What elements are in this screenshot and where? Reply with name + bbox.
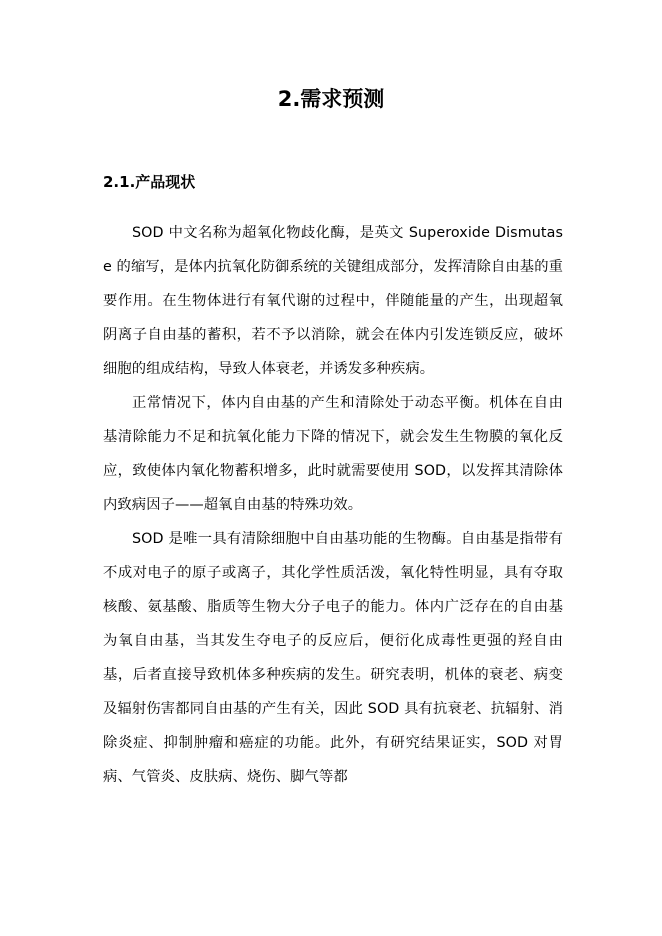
body-text [103,216,563,794]
paragraph-1: SOD 中文名称为超氧化物歧化酶，是英文 Superoxide Dismutase 的缩写，是体内抗氧化防御系统的关键组成部分，发挥清除自由基的重要作用。在生物体进行有氧代谢的过程中，伴随能量的产生，出现超氧阴离子自由基的蓄积，若不予以消除，就会在体内引发连锁反应，破坏细胞的组成结构，导致人体衰老，并诱发多种疾病。 [103,225,563,377]
page-title: 2.需求预测 [277,87,385,111]
section-heading: 2.1.产品现状 [103,173,196,191]
paragraph-3: SOD 是唯一具有清除细胞中自由基功能的生物酶。自由基是指带有不成对电子的原子或离子，其化学性质活泼，氧化特性明显，具有夺取核酸、氨基酸、脂质等生物大分子电子的能力。体内广泛存在的自由基为氧自由基，当其发生夺电子的反应后，便衍化成毒性更强的羟自由基，后者直接导致机体多种疾病的发生。研究表明，机体的衰老、病变及辐射伤害都同自由基的产生有关，因此 SOD 具有抗衰老、抗辐射、消除炎症、抑制肿瘤和癌症的功能。此外，有研究结果证实，SOD 对胃病、气管炎、皮肤病、烧伤、脚气等都 [103,531,563,785]
paragraph-2: 正常情况下，体内自由基的产生和清除处于动态平衡。机体在自由基清除能力不足和抗氧化能力下降的情况下，就会发生生物膜的氧化反应，致使体内氧化物蓄积增多，此时就需要使用 SOD，以发挥其清除体内致病因子——超氧自由基的特殊功效。 [103,395,563,513]
